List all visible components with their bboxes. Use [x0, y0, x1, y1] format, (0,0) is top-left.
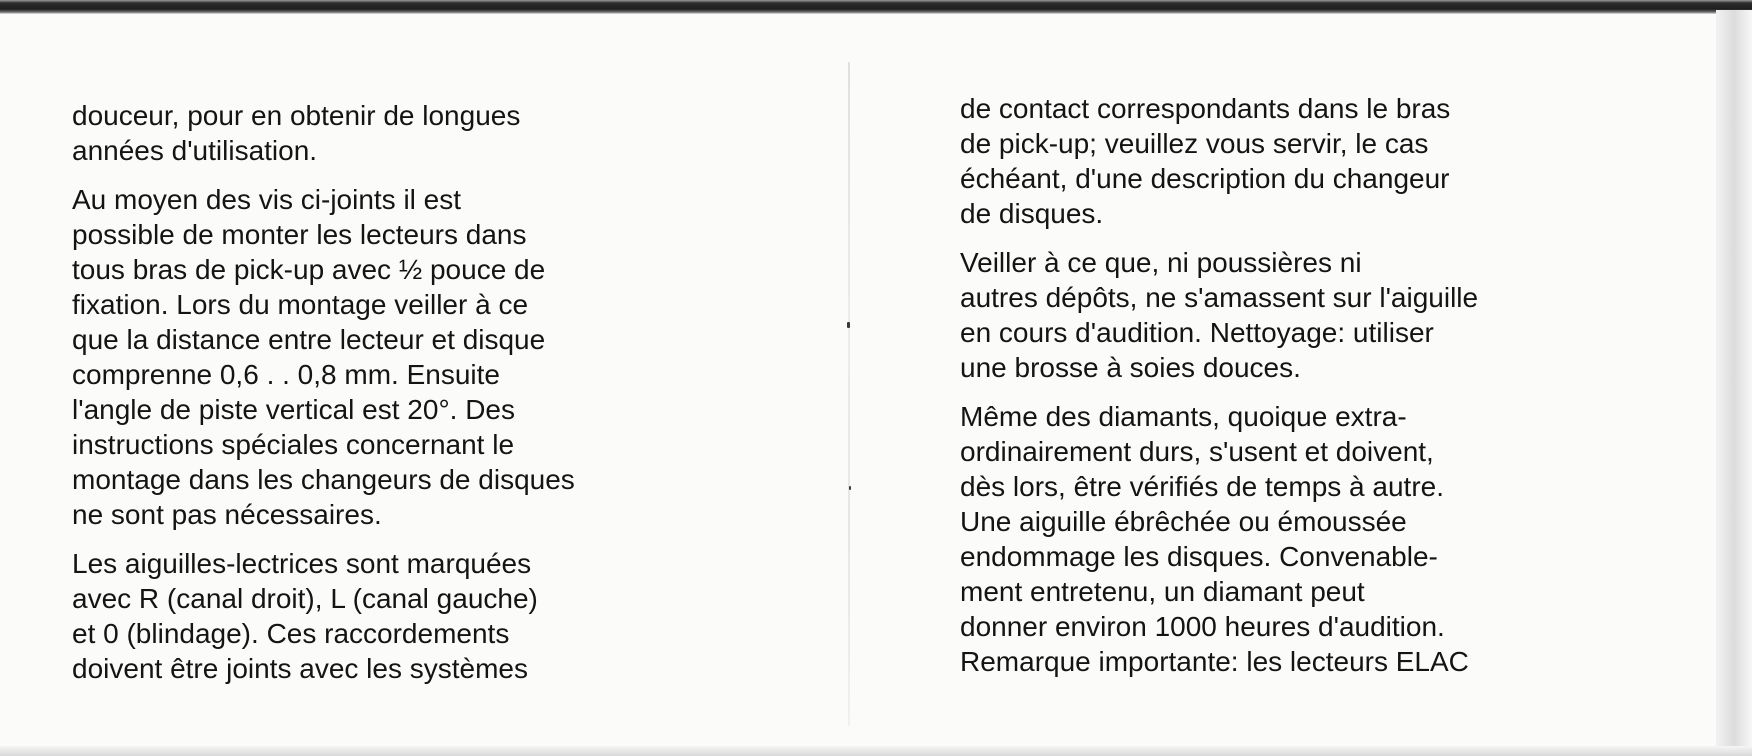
- text-line: en cours d'audition. Nettoyage: utiliser: [960, 317, 1434, 348]
- text-line: et 0 (blindage). Ces raccordements: [72, 618, 510, 649]
- text-line: de contact correspondants dans le bras: [960, 93, 1451, 124]
- text-line: Même des diamants, quoique extra-: [960, 401, 1407, 432]
- text-line: Les aiguilles-lectrices sont marquées: [72, 548, 532, 579]
- scan-bottom-edge: [0, 746, 1752, 756]
- right-page: [960, 91, 1660, 693]
- text-line: Au moyen des vis ci-joints il est: [72, 184, 462, 215]
- left-paragraph: [72, 546, 772, 686]
- right-paragraph: [960, 91, 1660, 231]
- text-line: dès lors, être vérifiés de temps à autre.: [960, 471, 1444, 502]
- scan-top-edge: [0, 0, 1752, 14]
- text-line: instructions spéciales concernant le: [72, 429, 515, 460]
- text-line: ment entretenu, un diamant peut: [960, 576, 1365, 607]
- text-line: de pick-up; veuillez vous servir, le cas: [960, 128, 1429, 159]
- scan-right-edge: [1716, 10, 1752, 756]
- text-line: endommage les disques. Convenable-: [960, 541, 1438, 572]
- text-line: donner environ 1000 heures d'audition.: [960, 611, 1445, 642]
- scan-speck: [847, 322, 850, 328]
- text-line: possible de monter les lecteurs dans: [72, 219, 527, 250]
- left-paragraph: [72, 98, 772, 168]
- scan-speck: [849, 486, 851, 490]
- text-line: douceur, pour en obtenir de longues: [72, 100, 521, 131]
- left-paragraph: [72, 182, 772, 532]
- text-line: Une aiguille ébrêchée ou émoussée: [960, 506, 1407, 537]
- right-paragraph: [960, 399, 1660, 679]
- text-line: tous bras de pick-up avec ½ pouce de: [72, 254, 546, 285]
- left-page: [72, 98, 772, 700]
- text-line: une brosse à soies douces.: [960, 352, 1301, 383]
- text-line: que la distance entre lecteur et disque: [72, 324, 546, 355]
- right-paragraph: [960, 245, 1660, 385]
- text-line: ne sont pas nécessaires.: [72, 499, 382, 530]
- page-fold-line: [848, 62, 850, 726]
- text-line: Veiller à ce que, ni poussières ni: [960, 247, 1362, 278]
- text-line: montage dans les changeurs de disques: [72, 464, 575, 495]
- text-line: échéant, d'une description du changeur: [960, 163, 1450, 194]
- text-line: années d'utilisation.: [72, 135, 318, 166]
- text-line: comprenne 0,6 . . 0,8 mm. Ensuite: [72, 359, 500, 390]
- text-line: doivent être joints avec les systèmes: [72, 653, 528, 684]
- text-line: autres dépôts, ne s'amassent sur l'aiguille: [960, 282, 1479, 313]
- text-line: de disques.: [960, 198, 1104, 229]
- text-line: Remarque importante: les lecteurs ELAC: [960, 646, 1469, 677]
- text-line: fixation. Lors du montage veiller à ce: [72, 289, 529, 320]
- text-line: ordinairement durs, s'usent et doivent,: [960, 436, 1434, 467]
- text-line: avec R (canal droit), L (canal gauche): [72, 583, 538, 614]
- text-line: l'angle de piste vertical est 20°. Des: [72, 394, 515, 425]
